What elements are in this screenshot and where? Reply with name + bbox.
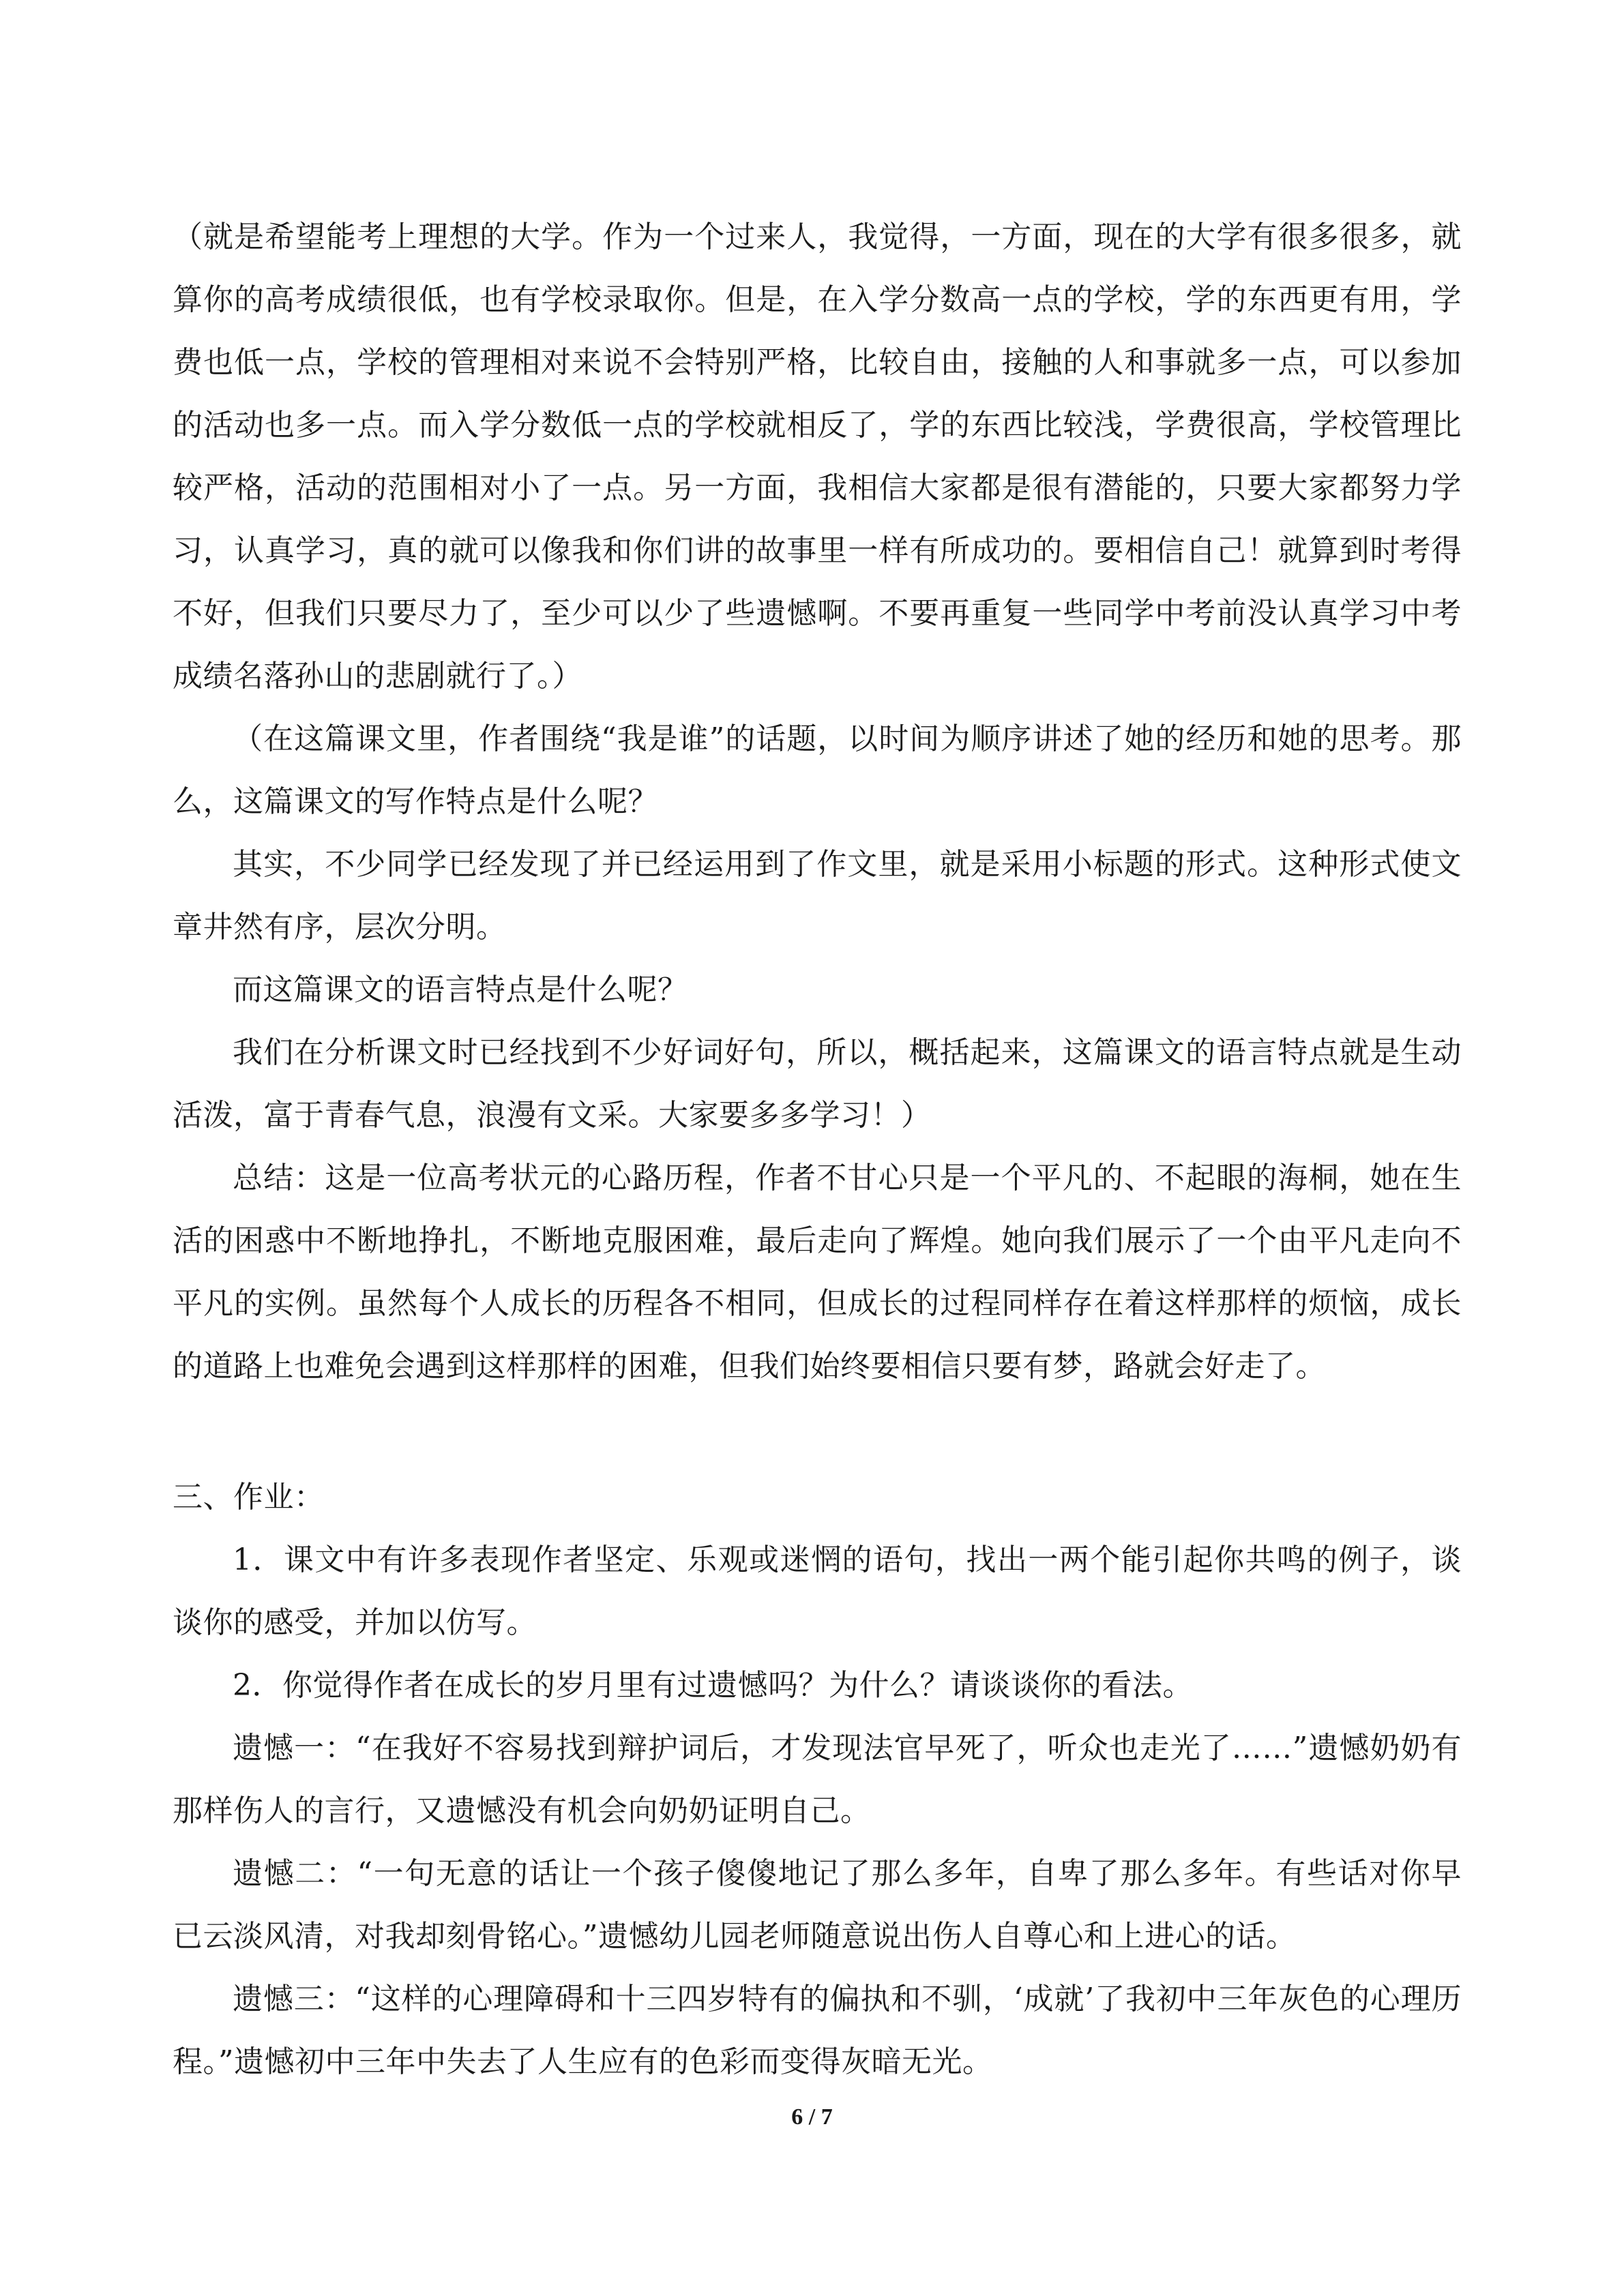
regret-item-3: 遗憾三：“这样的心理障碍和十三四岁特有的偏执和不驯，‘成就’了我初中三年灰色的心理历程。”遗憾初中三年中失去了人生应有的色彩而变得灰暗无光。 [173, 1982, 1462, 2079]
paragraph-summary: 总结：这是一位高考状元的心路历程，作者不甘心只是一个平凡的、不起眼的海桐，她在生活的困惑中不断地挣扎，不断地克服困难，最后走向了辉煌。她向我们展示了一个由平凡走向不平凡的实例。虽然每个人成长的历程各不相同，但成长的过程同样存在着这样那样的烦恼，成长的道路上也难免会遇到这样那样的困难，但我们始终要相信只要有梦，路就会好走了。 [173, 1161, 1462, 1384]
paragraph-subheading-form: 其实，不少同学已经发现了并已经运用到了作文里，就是采用小标题的形式。这种形式使文章井然有序，层次分明。 [173, 847, 1462, 944]
paragraph-writing-features: （在这篇课文里，作者围绕“我是谁”的话题，以时间为顺序讲述了她的经历和她的思考。那么，这篇课文的写作特点是什么呢？ [173, 721, 1462, 819]
paragraph-language-features: 我们在分析课文时已经找到不少好词好句，所以，概括起来，这篇课文的语言特点就是生动活泼，富于青春气息，浪漫有文采。大家要多多学习！） [173, 1035, 1462, 1133]
page-number: 6 / 7 [791, 2104, 833, 2130]
regret-item-1: 遗憾一：“在我好不容易找到辩护词后，才发现法官早死了，听众也走光了……”遗憾奶奶有那样伤人的言行，又遗憾没有机会向奶奶证明自己。 [173, 1731, 1462, 1828]
section-heading-homework: 三、作业： [173, 1480, 325, 1515]
paragraph-language-question: 而这篇课文的语言特点是什么呢？ [233, 972, 688, 1007]
regret-item-2: 遗憾二：“一句无意的话让一个孩子傻傻地记了那么多年，自卑了那么多年。有些话对你早已云淡风清，对我却刻骨铭心。”遗憾幼儿园老师随意说出伤人自尊心和上进心的话。 [173, 1856, 1462, 1954]
homework-item-1: 1．课文中有许多表现作者坚定、乐观或迷惘的语句，找出一两个能引起你共鸣的例子，谈谈你的感受，并加以仿写。 [173, 1542, 1462, 1640]
document-body [173, 206, 1462, 2093]
paragraph-university-advice: （就是希望能考上理想的大学。作为一个过来人，我觉得，一方面，现在的大学有很多很多，就算你的高考成绩很低，也有学校录取你。但是，在入学分数高一点的学校，学的东西更有用，学费也低一点，学校的管理相对来说不会特别严格，比较自由，接触的人和事就多一点，可以参加的活动也多一点。而入学分数低一点的学校就相反了，学的东西比较浅，学费很高，学校管理比较严格，活动的范围相对小了一点。另一方面，我相信大家都是很有潜能的，只要大家都努力学习，认真学习，真的就可以像我和你们讲的故事里一样有所成功的。要相信自己！就算到时考得不好，但我们只要尽力了，至少可以少了些遗憾啊。不要再重复一些同学中考前没认真学习中考成绩名落孙山的悲剧就行了。） [173, 220, 1462, 694]
homework-item-2: 2．你觉得作者在成长的岁月里有过遗憾吗？为什么？请谈谈你的看法。 [233, 1668, 1193, 1703]
